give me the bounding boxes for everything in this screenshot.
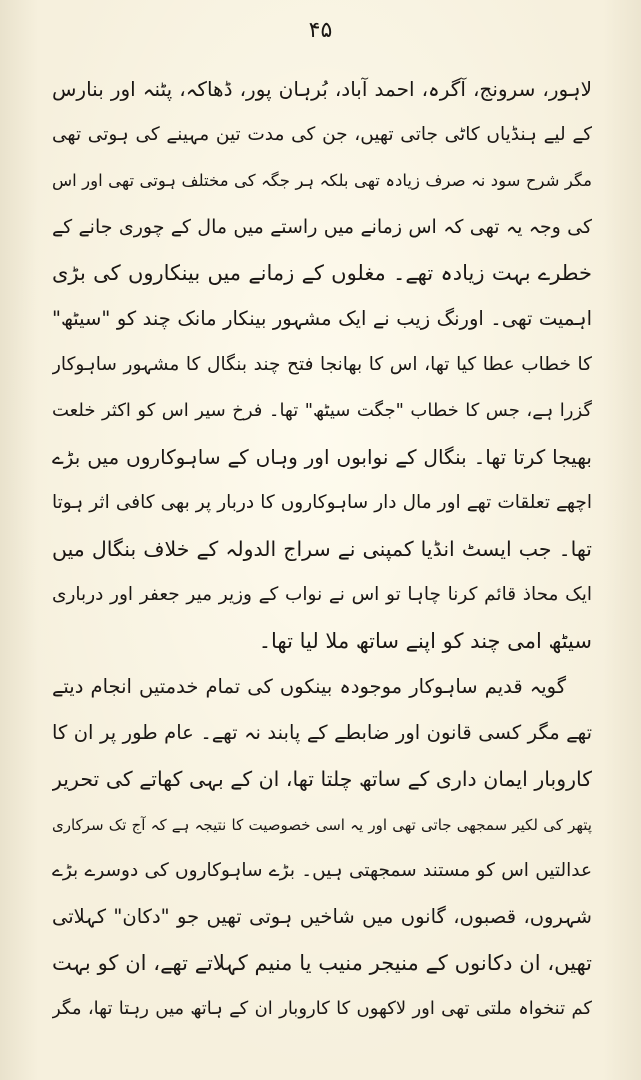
page-number: ۴۵	[308, 18, 333, 43]
text-line: کاروبار ایمان داری کے ساتھ چلتا تھا، ان کے بہی کھاتے کی تحریر	[52, 767, 592, 791]
paragraph-1	[52, 66, 592, 664]
text-line: بھیجا کرتا تھا۔ بنگال کے نوابوں اور وہاں کے ساہوکاروں میں بڑے	[52, 445, 592, 469]
paragraph-2	[52, 664, 592, 1032]
text-line: عدالتیں اس کو مستند سمجھتی ہیں۔ بڑے ساہوکاروں کی دوسرے بڑے	[52, 860, 592, 881]
text-line: لاہور، سرونج، آگرہ، احمد آباد، بُرہان پور، ڈھاکہ، پٹنہ اور بنارس	[52, 77, 592, 101]
text-line: شہروں، قصبوں، گانوں میں شاخیں ہوتی تھیں جو "دکان" کہلاتی	[52, 905, 592, 928]
text-line: مگر شرح سود نہ صرف زیادہ تھی بلکہ ہر جگہ کی مختلف ہوتی تھی اور اس	[52, 171, 592, 190]
text-line: کا خطاب عطا کیا تھا، اس کا بھانجا فتح چند بنگال کا مشہور ساہوکار	[52, 354, 592, 375]
text-line: پتھر کی لکیر سمجھی جاتی تھی اور یہ اسی خصوصیت کا نتیجہ ہے کہ آج تک سرکاری	[52, 816, 592, 834]
text-line: کی وجہ یہ تھی کہ اس زمانے میں راستے میں مال کے چوری جانے کے	[52, 216, 592, 238]
text-line: کم تنخواہ ملتی تھی اور لاکھوں کا کاروبار ان کے ہاتھ میں رہتا تھا، مگر	[52, 998, 592, 1019]
text-line: ایک محاذ قائم کرنا چاہا تو اس نے نواب کے وزیر میر جعفر اور درباری	[52, 584, 592, 605]
text-line: تھے مگر کسی قانون اور ضابطے کے پابند نہ تھے۔ عام طور پر ان کا	[52, 721, 592, 744]
text-line: خطرے بہت زیادہ تھے۔ مغلوں کے زمانے میں بینکاروں کی بڑی	[52, 261, 592, 285]
text-line: اچھے تعلقات تھے اور مال دار ساہوکاروں کا دربار پر بھی کافی اثر ہوتا	[52, 492, 592, 513]
text-line: گزرا ہے، جس کا خطاب "جگت سیٹھ" تھا۔ فرخ سیر اس کو اکثر خلعت	[52, 400, 592, 421]
text-line: تھیں، ان دکانوں کے منیجر منیب یا منیم کہلاتے تھے، ان کو بہت	[52, 951, 592, 975]
text-line: اہمیت تھی۔ اورنگ زیب نے ایک مشہور بینکار مانک چند کو "سیٹھ"	[52, 307, 592, 330]
text-line: سیٹھ امی چند کو اپنے ساتھ ملا لیا تھا۔	[258, 629, 592, 653]
text-line: کے لیے ہنڈیاں کاٹی جاتی تھیں، جن کی مدت تین مہینے کی ہوتی تھی	[52, 124, 592, 145]
text-line: تھا۔ جب ایسٹ انڈیا کمپنی نے سراج الدولہ کے خلاف بنگال میں	[52, 537, 592, 561]
text-body	[52, 66, 592, 1032]
text-line: گویہ قدیم ساہوکار موجودہ بینکوں کی تمام خدمتیں انجام دیتے	[52, 675, 566, 698]
